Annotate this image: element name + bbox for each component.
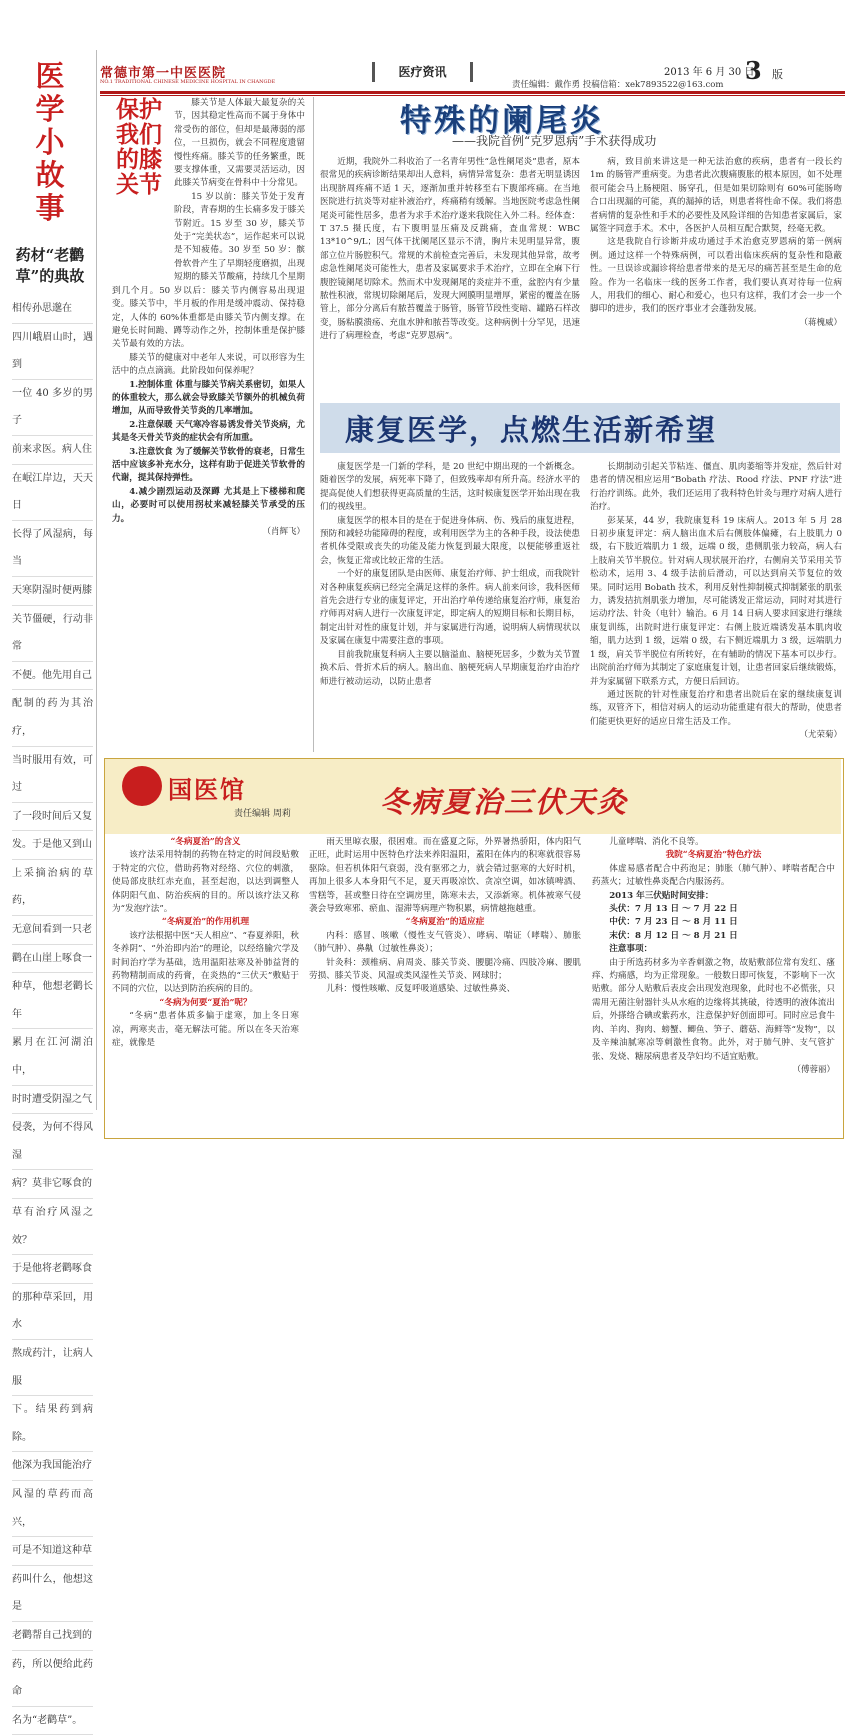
article-paragraph: 体虚易感者配合中药泡足；肺胀（肺气肿）、哮喘者配合中药蒸火；过敏性鼻炎配合内服汤药。 — [592, 863, 835, 888]
story-line: 天寒阴湿时便两膝 — [12, 577, 93, 606]
column-divider — [313, 97, 314, 752]
article-paragraph: 一个好的康复团队是由医师、康复治疗师、护士组成，而我院针对各种康复疾病已经完全满足这样的条件。病人前来问诊，我科医师首先会进行专业的康复评定，开出治疗单传递给康复治疗师，康复治疗师再对病人进行一次康复评定，即定病人的短期目标和长期目标，制定出针对性的康复计划，并与家属进行沟通，说明病人病情现状以及家属在康复中需要注意的事项。 — [320, 569, 580, 647]
story-line: 前来求医。病人住 — [12, 436, 93, 465]
story-line: 种草，他想老鹳长年 — [12, 973, 93, 1029]
article-paragraph: 该疗法根据中医“天人相应”、“春夏养阳，秋冬养阴”、“外治即内治”的理论，以经络腧穴学及时间治疗学为基础，选用温阳祛寒及补肺益肾的药物精制而成的药膏，在炎热的“三伏天”敷贴于不同的穴位，以达到防治疾病的目的。 — [112, 930, 299, 995]
guoyi-logo: 国医馆 — [168, 775, 246, 804]
appendicitis-title: 特殊的阑尾炎 — [400, 103, 604, 139]
issue-date: 2013 年 6 月 30 日 — [664, 67, 755, 78]
story-line: 关节僵硬，行动非常 — [12, 606, 93, 662]
guoyi-title: 冬病夏治三伏天灸 — [380, 785, 629, 819]
header-rule — [100, 91, 845, 94]
knee-article-title: 保护我们的膝关节 — [116, 96, 162, 198]
guoyi-editor: 责任编辑 周莉 — [234, 809, 291, 819]
story-line: 时时遭受阴湿之气 — [12, 1086, 93, 1115]
story-line: 他深为我国能治疗 — [12, 1452, 93, 1481]
story-headline: 药材“老鹳草”的典故 — [15, 246, 85, 285]
rehab-column-1 — [320, 461, 580, 689]
page-number: 3 — [745, 56, 762, 85]
knee-tip: 3.注意饮食 为了缓解关节软骨的衰老，日常生活中应该多补充水分，这样有助于促进关节软骨的代谢，提其保持弹性。 — [112, 446, 305, 484]
story-line: 于是他将老鹳啄食 — [12, 1255, 93, 1284]
knee-paragraph: 15 岁以前：膝关节处于发育阶段，青春期的生长痛多发于膝关节附近。15 岁至 30 岁，膝关节处于“完美状态”，运作起来可以说是不知疲倦。30 岁至 50 岁：髌骨软骨产生了早期轻度磨损，出现短期的膝关节酸痛，持续几个星期到几个月。50 岁以后：膝关节内侧容易出现退变。膝关节中，半月板的作用是缓冲震动、保持稳定，人体的 60%体重都是由膝关节内侧支撑。在避免长时间跪、蹲等动作之外，控制体重是保护膝关节最有效的方法。 — [112, 191, 305, 350]
page-suffix: 版 — [772, 68, 783, 81]
article-paragraph: 近期，我院外二科收治了一名青年男性“急性阑尾炎”患者，原本很常见的疾病诊断结果却出人意料，病情异常复杂：患者无明显诱因出现脐周疼痛不适 1 天，逐渐加重并转移至右下腹部疼痛。在当地医院进行抗炎等对症补液治疗，疼痛稍有缓解。当地医院考虑急性阑尾炎可能性居多，患者为求手术治疗遂来我院住入外二科。经体查：T 37.5 摄氏度，右下腹明显压痛及反跳痛，查血常规：WBC 13*10^9/L；因气体干扰阑尾区显示不清，胸片未见明显异常，腹部立位片肠腔积气。常规的术前检查完善后，未发现其他异常，故考虑急性阑尾炎可能性大，患者及家属要求手术治疗，立即在全麻下行腹腔镜阑尾切除术。然而术中发现阑尾的炎症并不重，盆腔内有少量脓性积液，常规切除阑尾后，发现大网膜明显增厚，紧密的覆盖在肠管上，部分分离后有脓苔覆盖于肠管，肠管节段性变暗、罐路石样改变，肠粘膜溃疡、充血水肿和脓苔等改变。这种病例十分罕见，迅速进行了病理检查，考虑“克罗恩病”。 — [320, 157, 580, 342]
story-line: 无意间看到一只老 — [12, 916, 93, 945]
story-text — [4, 295, 96, 1735]
article-paragraph: 长期制动引起关节粘连、僵直、肌肉萎缩等并发症，然后针对患者的情况相应运用“Bobath 疗法、Rood 疗法、PNF 疗法”进行治疗训练。此外，我们还运用了我科特色针灸与理疗对病人进行治疗。 — [590, 462, 842, 513]
schedule-row: 末伏：8 月 12 日 ～ 8 月 21 日 — [609, 930, 738, 941]
notes-title: 注意事项： — [609, 944, 653, 955]
article-paragraph: 儿童哮喘、消化不良等。 — [609, 837, 704, 847]
story-line: 一位 40 多岁的男子 — [12, 380, 93, 436]
article-paragraph: 康复医学的根本目的是在于促进身体病、伤、残后的康复进程，预防和减轻功能障碍的程度，或利用医学为主的各种手段，设法使患者机体受限或丧失的功能及能力恢复到最大限度，以便能够重返社会，恢复正常或比较正常的生活。 — [320, 515, 580, 566]
appendicitis-subtitle: ——我院首例“克罗恩病”手术获得成功 — [452, 134, 657, 148]
article-paragraph: “冬病”患者体质多偏于虚寒，加上冬日寒凉，两寒夹击，毫无解法可能。所以在冬天治寒症，就像是 — [112, 1011, 299, 1049]
guoyi-column-1 — [112, 836, 299, 1051]
schedule-row: 头伏：7 月 13 日 ～ 7 月 22 日 — [609, 904, 738, 915]
knee-tip: 2.注意保暖 天气寒冷容易诱发骨关节炎病，尤其是冬天骨关节炎的症状会有所加重。 — [112, 419, 305, 444]
guoyi-seal-icon — [122, 766, 162, 806]
story-line: 在岷江岸边，天天日 — [12, 465, 93, 521]
story-line: 药叫什么，他想这是 — [12, 1566, 93, 1622]
article-paragraph: 这是我院自行诊断并成功通过手术治愈克罗恩病的第一例病例。通过这样一个特殊病例，可以看出临床疾病的复杂性和隐蔽性。一旦误诊或漏诊将给患者带来的是无尽的痛苦甚至是生命的危险。作为一名临床一线的医务工作者，我们要认真对待每一位病人，用我们的细心、耐心和爱心，也只有这样，我们才会一步一个脚印的进步，我们的医疗事业才会蓬勃发展。 — [590, 237, 842, 315]
story-line: 风湿的草药而高兴， — [12, 1481, 93, 1537]
story-line: 熬成药汁，让病人服 — [12, 1340, 93, 1396]
schedule-title: 2013 年三伏贴时间安排： — [609, 890, 714, 901]
article-paragraph: 该疗法采用特制的药物在特定的时间段贴敷于特定的穴位，借助药物对经络、穴位的刺激，使局部皮肤红赤充血，甚至起泡，以达到调整人体阴阳气血、防治疾病的目的。所以该疗法又称为“发泡疗法”。 — [112, 850, 299, 915]
rehab-author: （尤荣菊） — [799, 730, 842, 741]
article-paragraph: 康复医学是一门新的学科，是 20 世纪中期出现的一个新概念。随着医学的发展，病死率下降了，但致残率却有所升高。经济水平的提高促使人们想获得更高质量的生活，这时候康复医学开始出现在我们的视线里。 — [320, 462, 580, 513]
editor-line: 责任编辑：戴作勇 投稿信箱：xek7893522@163.com — [512, 80, 724, 90]
story-line: 名为“老鹳草”。 — [12, 1707, 93, 1735]
story-line: 累月在江河湖泊中， — [12, 1029, 93, 1085]
guoyi-column-2 — [309, 836, 581, 997]
indication-item: 内科：感冒、咳嗽（慢性支气管炎）、哮病、喘证（哮喘）、肺胀（肺气肿）、鼻鼽（过敏性鼻炎）； — [309, 930, 581, 955]
story-line: 当时服用有效，可过 — [12, 747, 93, 803]
story-line: 的那种草采回，用水 — [12, 1284, 93, 1340]
story-line: 四川峨眉山时，遇到 — [12, 324, 93, 380]
story-line: 配制的药为其治疗， — [12, 690, 93, 746]
story-line: 相传孙思邈在 — [12, 295, 93, 324]
article-paragraph: 病，致目前来讲这是一种无法治愈的疾病，患者有一段长约 1m 的肠管严重病变。为患者此次腹痛腹胀的根本原因，如不处理很可能会马上肠梗阻、肠穿孔，但是如果切除则有 60%可能肠吻合口出现漏的可能，真的漏掉的话，则患者将性命不保。我们将患者病情的复杂性和手术的必要性及风险详细的告知患者家属后，家属签字同意手术。术中，各医护人员相互配合默契，经毫无救。 — [590, 157, 842, 235]
rehab-title: 康复医学，点燃生活新希望 — [345, 413, 718, 447]
article-paragraph: 彭某某，44 岁，我院康复科 19 床病人。2013 年 5 月 28 日初步康复评定：病人脑出血术后右侧肢体偏瘫，右上肢肌力 0 级，右下肢近端肌力 1 级，远端 0 级，患侧肌张力较高，病人右上肢肩关节半脱位。针对病人现状展开治疗，右侧肩关节采用关节松动术，运用 3、4 级手法前后滑动，可以达到肩关节复位的效果。同时运用 Bobath 技术，利用反射性抑制模式抑制紧张的肌张力，诱发拮抗剂肌张力增加，尽可能诱发正常运动，同时对其进行运动疗法、针灸（电针）输治。6 月 14 日病人要求回家进行继续康复训练，出院时进行康复评定：右侧上肢近端诱发基本肌肉收缩，肌力达到 1 级，远端 0 级，右下侧近端肌力 3 级，远端肌力 1 级，肩关节半脱位有所转好，在有辅助的情况下基本可以步行。出院前治疗师为其制定了家庭康复计划，让患者回家后继续锻炼，并为家属留下联系方式，方便日后回访。 — [590, 515, 842, 687]
story-line: 上采摘治病的草药， — [12, 860, 93, 916]
story-line: 下。结果药到病除。 — [12, 1396, 93, 1452]
guoyi-author: （傅蓉丽） — [792, 1064, 835, 1075]
story-line: 病？莫非它啄食的 — [12, 1170, 93, 1199]
knee-paragraph: 膝关节是人体最大最复杂的关节，因其稳定性高而不属于身体中常受伤的部位，但却是最薄弱的部位，一旦损伤，就会不同程度遗留慢性疼痛。膝关节的任务繁重，既要支撑体重，又需要灵活运动，因此膝关节病变在骨科中十分常见。 — [174, 98, 305, 189]
story-line: 草有治疗风湿之效？ — [12, 1199, 93, 1255]
hospital-logo-english: NO.1 TRADITIONAL CHINESE MEDICINE HOSPITAL IN CHANGDE — [100, 79, 276, 85]
schedule-row: 中伏：7 月 23 日 ～ 8 月 11 日 — [609, 917, 738, 928]
appendicitis-author: （蒋槐威） — [799, 317, 842, 328]
section-heading: “冬病夏治”的作用机理 — [161, 917, 250, 928]
story-line: 侵袭，为何不得风湿 — [12, 1114, 93, 1170]
knee-tip: 1.控制体重 体重与膝关节病关系密切，如果人的体重较大，那么就会导致膝关节额外的机械负荷增加，从而导致骨关节炎的几率增加。 — [112, 379, 305, 417]
indication-item: 儿科：慢性咳嗽、反复呼吸道感染、过敏性鼻炎、 — [326, 984, 516, 995]
article-paragraph: 雨天里晾衣服，很困难。而在盛夏之际，外界暑热骄阳，体内阳气正旺，此时运用中医特色疗法来养阳温阳，蓋阳在体内的积寒就很容易驱除。但若机体阳气衰弱，没有驱邪之力，就会错过驱寒的大好时机，再加上很多人本身阳气不足，夏天再吸凉饮、贪凉空调，如冰镇啤酒、雪糕等，甚或整日待在空调房里，陈寒未去，又添新寒。机体被寒气侵袭会导致寒邪、瘀血、湿滞等病理产物积累，病情越拖越重。 — [309, 837, 581, 915]
knee-author: （肖辉飞） — [262, 527, 305, 537]
story-line: 发。于是他又到山 — [12, 831, 93, 860]
section-heading: “冬病为何要“夏治”呢？ — [159, 997, 252, 1008]
indication-item: 针灸科：颈椎病、肩周炎、膝关节炎、腰腿冷痛、四肢冷麻、腰肌劳损、膝关节炎、风湿或类风湿性关节炎、网球肘； — [309, 957, 581, 982]
story-line: 可是不知道这种草 — [12, 1537, 93, 1566]
article-paragraph: 目前我院康复科病人主要以脑溢血、脑梗死居多，少数为关节置换术后、骨折术后的病人。脑出血、脑梗死病人早期康复治疗由治疗师进行被动运动，以防止患者 — [320, 649, 580, 687]
story-line: 药，所以便给此药命 — [12, 1651, 93, 1707]
article-paragraph: 由于所选药材多为辛香刺激之物，故贴敷部位常有发红、瘙痒、灼痛感，均为正常现象。一般数日即可恢复，不影响下一次贴敷。部分人贴敷后表皮会出现发泡现象，此时也不必慌张，只需用无菌注射器针头从水疱的边缘将其挑破，待透明的液体流出后，外搽络合碘或紫药水，注意保护好创面即可。同时应忌食牛肉、羊肉、狗肉、螃蟹、鲫鱼、笋子、蘑菇、海鲜等“发物”，以及辛辣油腻寒凉等刺激性食物。此外，对于肺气肿、支气管扩张、发烧、糖尿病患者及孕妇均不适宜贴敷。 — [592, 957, 835, 1062]
section-heading: “冬病夏治”的适应症 — [405, 917, 485, 928]
story-line: 老鹳帮自己找到的 — [12, 1622, 93, 1651]
hospital-logo-name: 常德市第一中医医院 — [100, 66, 227, 81]
guoyi-column-3 — [592, 836, 835, 1077]
knee-tip: 4.减少剧烈运动及深蹲 尤其是上下楼梯和爬山，必要时可以使用拐杖来减轻膝关节承受的压力。 — [112, 486, 305, 524]
appendicitis-column-1 — [320, 156, 580, 344]
story-line: 长得了风湿病，每当 — [12, 521, 93, 577]
knee-paragraph: 膝关节的健康对中老年人来说，可以形容为生活中的点点滴滴。此阶段如何保养呢？ — [112, 352, 305, 377]
section-title: 医疗资讯 — [372, 62, 473, 82]
story-line: 了一段时间后又复 — [12, 803, 93, 832]
series-title: 医学小故事 — [35, 59, 65, 225]
story-line: 不便。他先用自己 — [12, 662, 93, 691]
section-heading: 我院“冬病夏治”特色疗法 — [665, 850, 762, 861]
story-line: 鹳在山崖上啄食一 — [12, 945, 93, 974]
article-paragraph: 通过医院的针对性康复治疗和患者出院后在家的继续康复训练，双管齐下，相信对病人的运动功能重建有很大的帮助，使患者们能更快更好的适应日常生活及工作。 — [590, 689, 842, 727]
medical-story-column — [4, 50, 97, 1726]
appendicitis-column-2 — [590, 156, 842, 330]
rehab-column-2 — [590, 461, 842, 743]
section-heading: “冬病夏治”的含义 — [170, 837, 241, 847]
